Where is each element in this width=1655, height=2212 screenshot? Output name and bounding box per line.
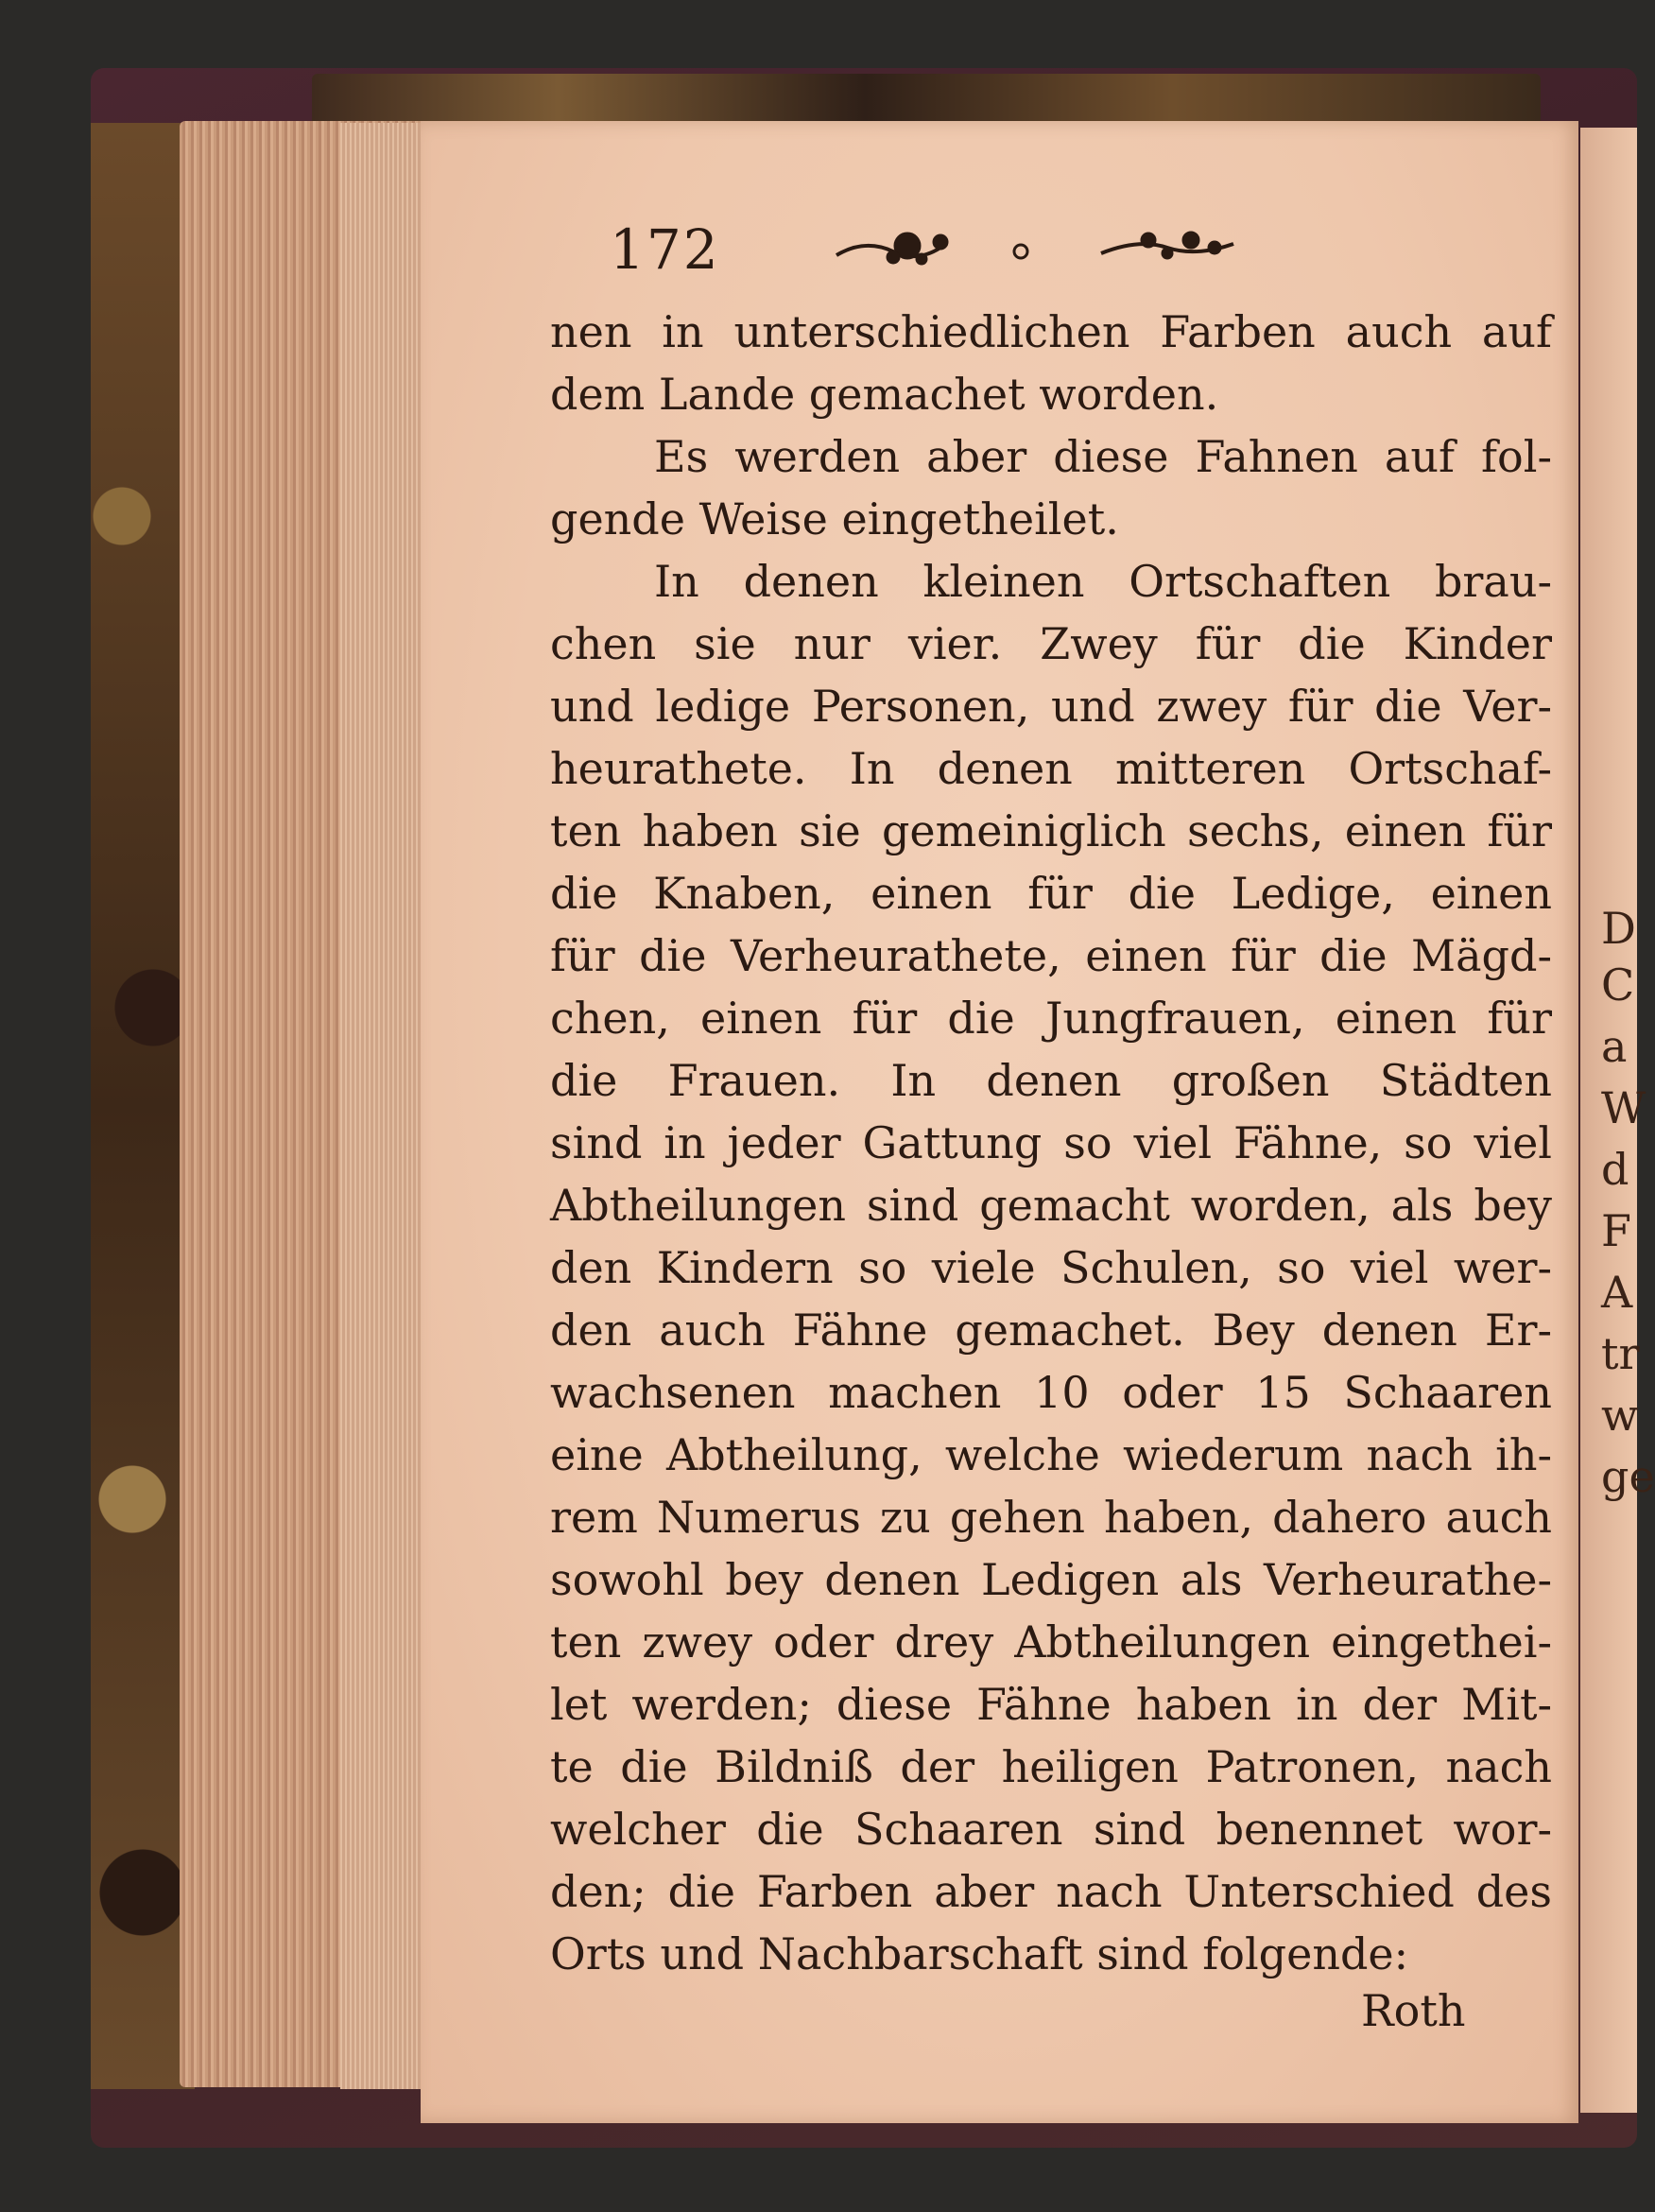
text-line: Abtheilungen sind gemacht worden, als bey <box>550 1180 1552 1231</box>
facing-page-fragment: tr <box>1601 1328 1640 1379</box>
text-line: dem Lande gemachet worden. <box>550 369 1219 420</box>
text-line: gende Weise eingetheilet. <box>550 493 1119 544</box>
text-line: wachsenen machen 10 oder 15 Schaaren <box>550 1367 1552 1418</box>
text-line: rem Numerus zu gehen haben, dahero auch <box>550 1492 1552 1543</box>
facing-page-fragment: F <box>1601 1205 1631 1256</box>
decorative-ornament-icon <box>827 219 1271 276</box>
facing-page-fragment: W <box>1601 1082 1646 1133</box>
facing-page <box>1580 128 1655 2113</box>
facing-page-fragment: a <box>1601 1021 1628 1072</box>
text-line: sind in jeder Gattung so viel Fähne, so viel <box>550 1117 1552 1168</box>
page-body-text <box>550 301 1552 1985</box>
catchword: Roth <box>1361 1985 1466 2036</box>
text-line: und ledige Personen, und zwey für die Ver- <box>550 681 1552 732</box>
text-line: chen sie nur vier. Zwey für die Kinder <box>550 618 1552 669</box>
text-line: let werden; diese Fähne haben in der Mit- <box>550 1679 1552 1730</box>
text-line: Orts und Nachbarschaft sind folgende: <box>550 1928 1409 1979</box>
text-line: te die Bildniß der heiligen Patronen, nach <box>550 1741 1552 1792</box>
text-line: ten zwey oder drey Abtheilungen eingethei- <box>550 1616 1552 1668</box>
facing-page-fragment: A <box>1601 1267 1633 1318</box>
page-number: 172 <box>610 217 720 282</box>
text-line: den; die Farben aber nach Unterschied des <box>550 1866 1552 1917</box>
facing-page-fragment: w <box>1601 1390 1639 1441</box>
text-line: welcher die Schaaren sind benennet wor- <box>550 1804 1552 1855</box>
text-line: In denen kleinen Ortschaften brau- <box>654 556 1552 607</box>
text-line: sowohl bey denen Ledigen als Verheurathe- <box>550 1554 1552 1605</box>
page-header <box>610 217 1271 284</box>
page-edges-inner <box>340 123 425 2089</box>
text-line: die Knaben, einen für die Ledige, einen <box>550 868 1552 919</box>
text-line: nen in unterschiedlichen Farben auch auf <box>550 306 1552 357</box>
text-line: eine Abtheilung, welche wiederum nach ih- <box>550 1429 1552 1480</box>
text-line: die Frauen. In denen großen Städten <box>550 1055 1552 1106</box>
text-line: Es werden aber diese Fahnen auf fol- <box>654 431 1552 482</box>
text-line: heurathete. In denen mitteren Ortschaf- <box>550 743 1552 794</box>
facing-page-fragment: D <box>1601 903 1636 954</box>
text-line: den Kindern so viele Schulen, so viel wer- <box>550 1242 1552 1293</box>
facing-page-fragment: d <box>1601 1144 1629 1195</box>
facing-page-fragment: C <box>1601 959 1635 1011</box>
text-line: den auch Fähne gemachet. Bey denen Er- <box>550 1305 1552 1356</box>
text-line: für die Verheurathete, einen für die Mägd- <box>550 930 1552 981</box>
text-line: ten haben sie gemeiniglich sechs, einen für <box>550 805 1552 856</box>
facing-page-fragment: ge <box>1601 1451 1655 1502</box>
text-line: chen, einen für die Jungfrauen, einen für <box>550 993 1552 1044</box>
